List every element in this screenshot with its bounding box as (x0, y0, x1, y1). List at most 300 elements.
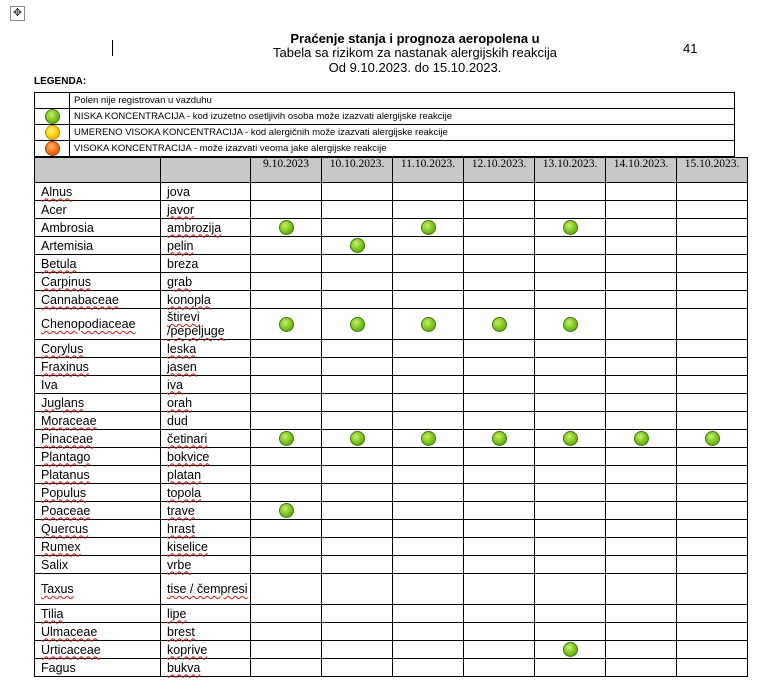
day-cell (322, 273, 393, 291)
day-cell (606, 605, 677, 623)
day-cell (322, 291, 393, 309)
local-name-cell (161, 641, 251, 659)
day-cell (393, 448, 464, 466)
latin-name: Quercus (41, 521, 89, 536)
day-cell (251, 273, 322, 291)
day-cell (251, 291, 322, 309)
day-cell (322, 466, 393, 484)
day-cell (464, 538, 535, 556)
day-cell (535, 538, 606, 556)
day-cell (464, 574, 535, 605)
local-name-cell (161, 394, 251, 412)
day-cell (393, 340, 464, 358)
latin-name-cell (35, 623, 161, 641)
green-circle-icon (563, 431, 578, 446)
day-cell (535, 237, 606, 255)
day-cell (322, 412, 393, 430)
local-name-cell (161, 448, 251, 466)
day-cell (464, 394, 535, 412)
table-row (35, 502, 748, 520)
day-cell (393, 605, 464, 623)
day-cell (322, 430, 393, 448)
day-cell (606, 237, 677, 255)
day-cell (535, 502, 606, 520)
day-cell (535, 358, 606, 376)
table-row (35, 556, 748, 574)
green-circle-icon (563, 220, 578, 235)
latin-name: Tilia (41, 606, 64, 621)
day-cell (464, 502, 535, 520)
day-cell (535, 556, 606, 574)
day-cell (677, 376, 748, 394)
local-name-cell (161, 340, 251, 358)
day-cell (677, 394, 748, 412)
day-cell (606, 448, 677, 466)
table-row (35, 641, 748, 659)
local-name-cell (161, 623, 251, 641)
day-cell (393, 358, 464, 376)
day-cell (464, 659, 535, 677)
table-row (35, 466, 748, 484)
latin-name: Cannabaceae (41, 292, 119, 307)
table-row (35, 623, 748, 641)
latin-name: Platanus (41, 467, 90, 482)
day-cell (535, 430, 606, 448)
day-cell (677, 448, 748, 466)
day-cell (393, 237, 464, 255)
local-name-cell (161, 273, 251, 291)
day-cell (606, 201, 677, 219)
day-cell (464, 309, 535, 340)
latin-name-cell (35, 358, 161, 376)
day-cell (251, 574, 322, 605)
table-row (35, 358, 748, 376)
day-cell (464, 430, 535, 448)
day-cell (464, 340, 535, 358)
day-cell (677, 273, 748, 291)
local-name-cell (161, 466, 251, 484)
day-cell (393, 574, 464, 605)
green-circle-icon (279, 503, 294, 518)
day-cell (251, 448, 322, 466)
day-cell (251, 538, 322, 556)
green-circle-icon (350, 238, 365, 253)
day-cell (464, 183, 535, 201)
green-circle-icon (492, 317, 507, 332)
day-cell (464, 412, 535, 430)
local-name: koprive (167, 642, 208, 657)
day-cell (677, 623, 748, 641)
day-cell (251, 520, 322, 538)
local-name: tise / čempresi (167, 582, 248, 596)
latin-name: Acer (41, 202, 67, 217)
day-cell (464, 255, 535, 273)
local-name-cell (161, 219, 251, 237)
local-name: grab (167, 274, 193, 289)
date-header-row (35, 158, 748, 183)
table-row (35, 538, 748, 556)
day-cell (322, 556, 393, 574)
day-cell (677, 556, 748, 574)
day-cell (322, 201, 393, 219)
day-cell (677, 358, 748, 376)
day-cell (464, 605, 535, 623)
local-name: štirevi /pepeljuge (167, 310, 225, 338)
day-cell (535, 394, 606, 412)
table-row (35, 291, 748, 309)
table-row (35, 605, 748, 623)
local-name-cell (161, 358, 251, 376)
local-name-cell (161, 574, 251, 605)
day-cell (322, 659, 393, 677)
day-cell (677, 237, 748, 255)
day-cell (535, 448, 606, 466)
day-cell (535, 183, 606, 201)
day-cell (251, 309, 322, 340)
latin-name-cell (35, 484, 161, 502)
day-cell (677, 183, 748, 201)
day-cell (677, 520, 748, 538)
day-cell (677, 412, 748, 430)
day-cell (322, 309, 393, 340)
legend-row-none (35, 93, 735, 109)
day-cell (251, 183, 322, 201)
day-cell (251, 466, 322, 484)
local-name: lipe (167, 606, 187, 621)
latin-name-cell (35, 556, 161, 574)
day-cell (322, 340, 393, 358)
day-cell (606, 466, 677, 484)
latin-name: Artemisia (41, 238, 94, 253)
day-cell (606, 412, 677, 430)
day-cell (322, 358, 393, 376)
local-name: brest (167, 624, 195, 639)
orange-circle-icon (45, 141, 60, 156)
day-cell (464, 376, 535, 394)
day-cell (606, 219, 677, 237)
local-name: ambrozija (167, 220, 222, 235)
day-cell (464, 466, 535, 484)
date-header: 9.10.2023 (251, 158, 322, 183)
local-name: topola (167, 485, 202, 500)
latin-name-cell (35, 448, 161, 466)
legend-table (34, 92, 735, 157)
day-cell (251, 376, 322, 394)
day-cell (393, 502, 464, 520)
day-cell (251, 340, 322, 358)
yellow-circle-icon (45, 125, 60, 140)
latin-name: Plantago (41, 449, 91, 464)
table-row (35, 394, 748, 412)
day-cell (606, 358, 677, 376)
day-cell (251, 502, 322, 520)
local-name-cell (161, 659, 251, 677)
table-row (35, 273, 748, 291)
day-cell (393, 412, 464, 430)
latin-name-cell (35, 376, 161, 394)
table-row (35, 484, 748, 502)
legend-row-high (35, 141, 735, 157)
local-name: iva (167, 377, 183, 392)
day-cell (606, 623, 677, 641)
table-row (35, 659, 748, 677)
latin-name-cell (35, 641, 161, 659)
day-cell (393, 394, 464, 412)
day-cell (393, 430, 464, 448)
local-name-cell (161, 556, 251, 574)
day-cell (677, 659, 748, 677)
green-circle-icon (45, 109, 60, 124)
latin-name-cell (35, 219, 161, 237)
day-cell (393, 466, 464, 484)
day-cell (535, 574, 606, 605)
latin-name-cell (35, 412, 161, 430)
table-move-handle[interactable]: ✥ (10, 6, 25, 21)
day-cell (535, 623, 606, 641)
latin-name: Moraceae (41, 413, 97, 428)
day-cell (251, 659, 322, 677)
local-name: jova (167, 184, 190, 199)
day-cell (677, 466, 748, 484)
latin-name-cell (35, 183, 161, 201)
local-name-cell (161, 430, 251, 448)
table-row (35, 520, 748, 538)
day-cell (393, 623, 464, 641)
day-cell (535, 484, 606, 502)
latin-name: Juglans (41, 395, 85, 410)
local-name: breza (167, 256, 199, 271)
day-cell (677, 340, 748, 358)
legend-label: LEGENDA: (34, 76, 87, 87)
legend-text: VISOKA KONCENTRACIJA - može izazvati veoma jake alergijske reakcije (70, 141, 735, 157)
green-circle-icon (421, 431, 436, 446)
latin-name: Fraxinus (41, 359, 89, 374)
day-cell (606, 520, 677, 538)
date-header: 10.10.2023. (322, 158, 393, 183)
local-name-cell (161, 412, 251, 430)
local-name: dud (167, 413, 188, 428)
local-name-cell (161, 255, 251, 273)
report-title: Praćenje stanja i prognoza aeropolena u (290, 31, 540, 46)
green-circle-icon (279, 220, 294, 235)
latin-name-cell (35, 538, 161, 556)
day-cell (677, 605, 748, 623)
day-cell (464, 520, 535, 538)
day-cell (606, 659, 677, 677)
green-circle-icon (705, 431, 720, 446)
table-row (35, 183, 748, 201)
local-name-cell (161, 376, 251, 394)
local-name-cell (161, 183, 251, 201)
day-cell (251, 201, 322, 219)
latin-name: Populus (41, 485, 87, 500)
day-cell (251, 219, 322, 237)
day-cell (606, 340, 677, 358)
green-circle-icon (492, 431, 507, 446)
day-cell (606, 394, 677, 412)
day-cell (606, 556, 677, 574)
table-row (35, 201, 748, 219)
day-cell (393, 219, 464, 237)
day-cell (677, 502, 748, 520)
day-cell (393, 556, 464, 574)
local-name-cell (161, 484, 251, 502)
day-cell (322, 376, 393, 394)
local-name-cell (161, 309, 251, 340)
day-cell (322, 394, 393, 412)
day-cell (393, 201, 464, 219)
day-cell (393, 309, 464, 340)
day-cell (251, 255, 322, 273)
day-cell (464, 448, 535, 466)
day-cell (606, 255, 677, 273)
table-row (35, 309, 748, 340)
latin-name: Pinaceae (41, 431, 94, 446)
date-header: 12.10.2023. (464, 158, 535, 183)
day-cell (322, 574, 393, 605)
day-cell (677, 430, 748, 448)
day-cell (322, 538, 393, 556)
day-cell (606, 502, 677, 520)
day-cell (464, 641, 535, 659)
day-cell (393, 255, 464, 273)
day-cell (251, 623, 322, 641)
day-cell (606, 538, 677, 556)
latin-name: Salix (41, 557, 69, 572)
report-date-range: Od 9.10.2023. do 15.10.2023. (328, 60, 502, 75)
local-name: kiselice (167, 539, 208, 554)
local-name: javor (167, 202, 195, 217)
day-cell (535, 219, 606, 237)
table-row (35, 430, 748, 448)
latin-name-cell (35, 255, 161, 273)
legend-text: UMERENO VISOKA KONCENTRACIJA - kod alergičnih može izazvati alergijske reakcije (70, 125, 735, 141)
date-header: 11.10.2023. (393, 158, 464, 183)
day-cell (535, 273, 606, 291)
latin-name: Iva (41, 377, 58, 392)
report-subtitle: Tabela sa rizikom za nastanak alergijskih reakcija (273, 45, 557, 60)
day-cell (464, 237, 535, 255)
table-row (35, 219, 748, 237)
day-cell (393, 376, 464, 394)
latin-name: Rumex (41, 539, 81, 554)
day-cell (606, 309, 677, 340)
header-blank-local (161, 158, 251, 183)
day-cell (322, 641, 393, 659)
legend-row-low (35, 109, 735, 125)
day-cell (393, 659, 464, 677)
green-circle-icon (563, 317, 578, 332)
local-name: jasen (167, 359, 197, 374)
day-cell (606, 574, 677, 605)
latin-name: Taxus (41, 582, 74, 596)
day-cell (251, 556, 322, 574)
text-cursor (112, 40, 113, 56)
local-name: platan (167, 467, 202, 482)
latin-name: Alnus (41, 184, 73, 199)
table-row (35, 340, 748, 358)
date-header: 15.10.2023. (677, 158, 748, 183)
latin-name-cell (35, 237, 161, 255)
green-circle-icon (421, 317, 436, 332)
day-cell (464, 556, 535, 574)
day-cell (535, 605, 606, 623)
day-cell (251, 641, 322, 659)
day-cell (322, 520, 393, 538)
green-circle-icon (350, 431, 365, 446)
day-cell (606, 273, 677, 291)
local-name: trave (167, 503, 195, 518)
day-cell (535, 466, 606, 484)
latin-name-cell (35, 605, 161, 623)
day-cell (251, 430, 322, 448)
pollen-table (34, 157, 748, 677)
day-cell (393, 273, 464, 291)
latin-name-cell (35, 291, 161, 309)
local-name: orah (167, 395, 193, 410)
local-name: bokvice (167, 449, 210, 464)
green-circle-icon (350, 317, 365, 332)
day-cell (535, 291, 606, 309)
day-cell (535, 659, 606, 677)
latin-name: Poaceae (41, 503, 91, 518)
date-header: 13.10.2023. (535, 158, 606, 183)
local-name-cell (161, 605, 251, 623)
day-cell (322, 623, 393, 641)
latin-name-cell (35, 394, 161, 412)
day-cell (251, 358, 322, 376)
local-name-cell (161, 538, 251, 556)
table-row (35, 237, 748, 255)
latin-name: Ulmaceae (41, 624, 98, 639)
local-name: vrbe (167, 557, 192, 572)
latin-name-cell (35, 574, 161, 605)
table-row (35, 412, 748, 430)
day-cell (677, 219, 748, 237)
day-cell (535, 201, 606, 219)
local-name-cell (161, 291, 251, 309)
day-cell (535, 520, 606, 538)
day-cell (393, 484, 464, 502)
day-cell (606, 641, 677, 659)
green-circle-icon (421, 220, 436, 235)
latin-name: Ambrosia (41, 220, 94, 235)
day-cell (322, 502, 393, 520)
day-cell (322, 219, 393, 237)
day-cell (535, 641, 606, 659)
local-name-cell (161, 502, 251, 520)
latin-name: Urticaceae (41, 642, 101, 657)
day-cell (322, 605, 393, 623)
local-name: pelin (167, 238, 194, 253)
latin-name-cell (35, 466, 161, 484)
local-name: četinari (167, 431, 208, 446)
day-cell (677, 309, 748, 340)
day-cell (677, 484, 748, 502)
latin-name-cell (35, 201, 161, 219)
day-cell (677, 255, 748, 273)
day-cell (251, 484, 322, 502)
day-cell (322, 484, 393, 502)
day-cell (535, 412, 606, 430)
day-cell (251, 394, 322, 412)
local-name-cell (161, 520, 251, 538)
date-header: 14.10.2023. (606, 158, 677, 183)
day-cell (393, 520, 464, 538)
day-cell (464, 273, 535, 291)
day-cell (677, 201, 748, 219)
day-cell (464, 484, 535, 502)
